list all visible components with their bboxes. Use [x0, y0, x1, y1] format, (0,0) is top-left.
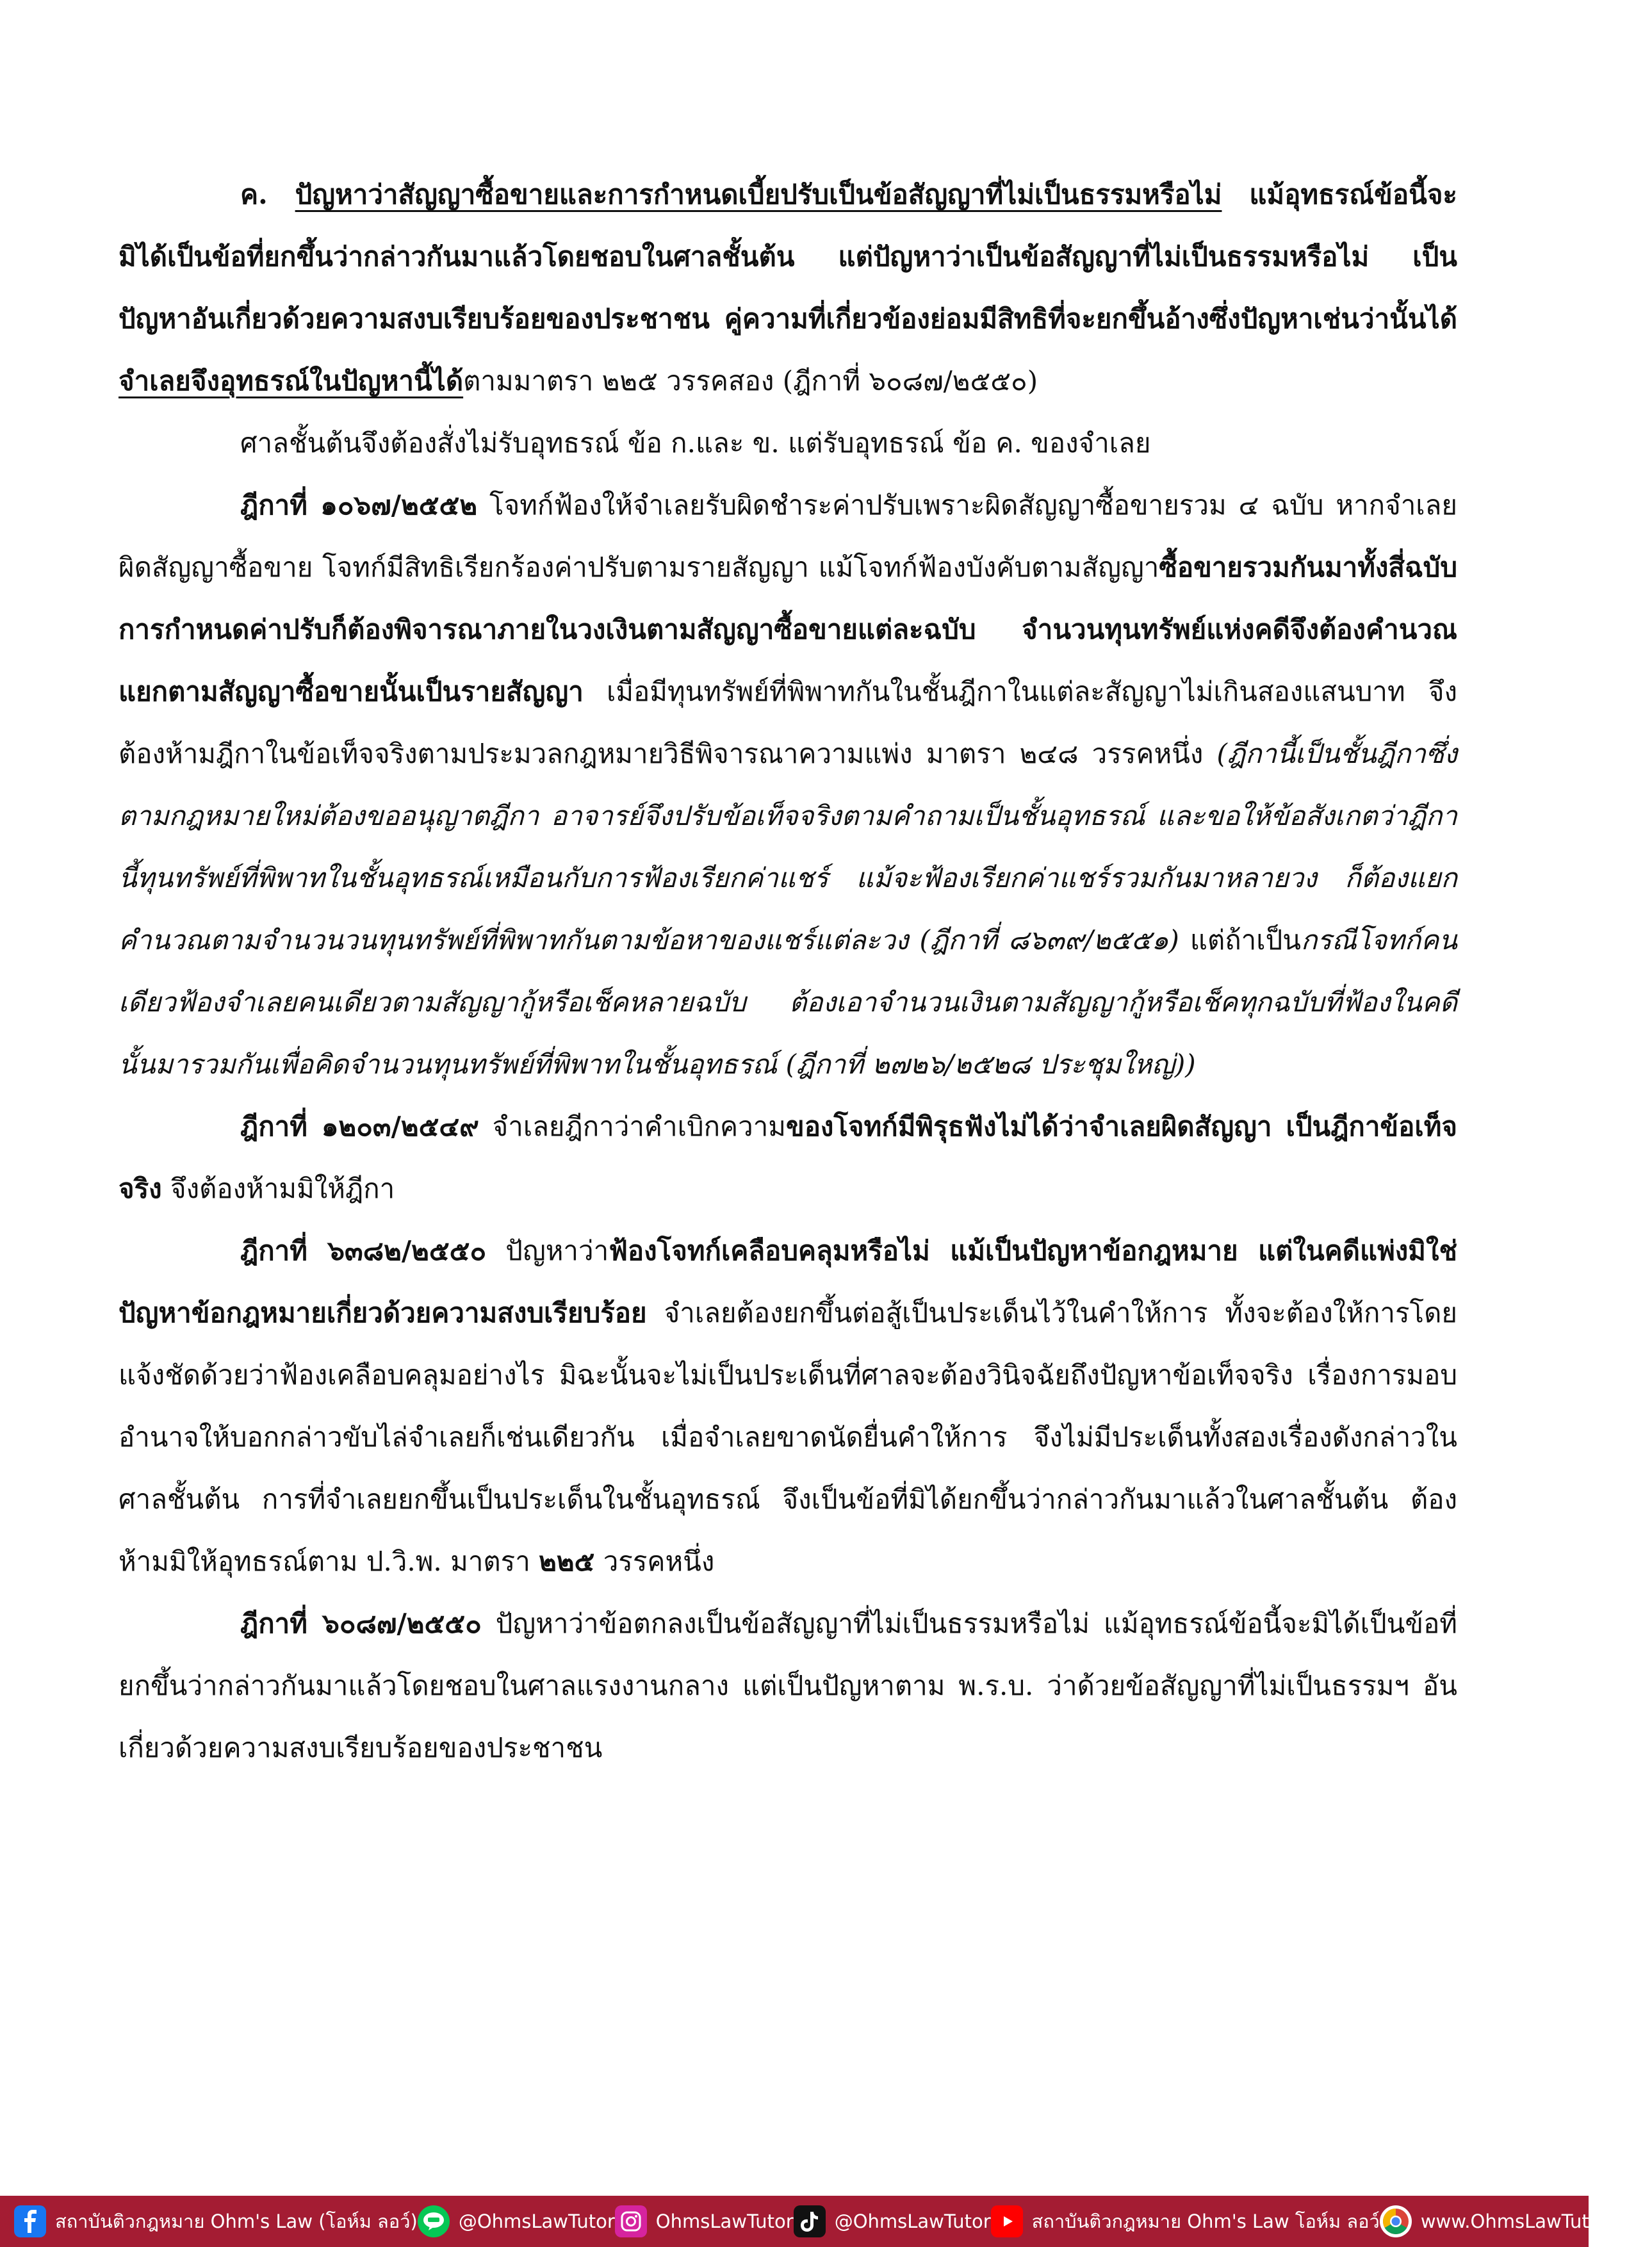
- footer-line-link[interactable]: [418, 2205, 615, 2237]
- footer-website-label: www.OhmsLawTutor.com: [1420, 2210, 1652, 2232]
- plain-text: จำเลยต้องยกขึ้นต่อสู้เป็นประเด็นไว้ในคำให้การ ทั้งจะต้องให้การโดยแจ้งชัดด้วยว่าฟ้องเคลือบคลุมอย่างไร มิฉะนั้นจะไม่เป็นประเด็นที่ศาลจะต้องวินิจฉัยถึงปัญหาข้อเท็จจริง เรื่องการมอบอำนาจให้บอกกล่าวขับไล่จำเลยก็เช่นเดียวกัน เมื่อจำเลยขาดนัดยื่นคำให้การ จึงไม่มีประเด็นทั้งสองเรื่องดังกล่าวในศาลชั้นต้น การที่จำเลยยกขึ้นเป็นประเด็นในชั้นอุทธรณ์ จึงเป็นข้อที่มิได้ยกขึ้นว่ากล่าวกันมาแล้วในศาลชั้นต้น ต้องห้ามมิให้อุทธรณ์ตาม ป.วิ.พ. มาตรา: [119, 1297, 1457, 1577]
- paragraph-5: [119, 1220, 1457, 1592]
- facebook-icon: [14, 2205, 46, 2237]
- plain-text: เมื่อมีทุนทรัพย์ที่พิพาทกันในชั้นฎีกาในแต่ละสัญญาไม่เกินสองแสนบาท จึงต้องห้ามฎีกาในข้อเท็จจริงตามประมวลกฎหมายวิธีพิจารณาความแพ่ง มาตรา ๒๔๘ วรรคหนึ่ง: [119, 676, 1457, 769]
- case-number: ฎีกาที่ ๑๒๐๓/๒๕๔๙: [240, 1111, 479, 1142]
- italic-note: (ฎีกานี้เป็นชั้นฎีกาซึ่งตามกฎหมายใหม่ต้องขออนุญาตฎีกา อาจารย์จึงปรับข้อเท็จจริงตามคำถามเป็นชั้นอุทธรณ์ และขอให้ข้อสังเกตว่าฎีกานี้ทุนทรัพย์ที่พิพาทในชั้นอุทธรณ์เหมือนกับการฟ้องเรียกค่าแชร์ แม้จะฟ้องเรียกค่าแชร์รวมกันมาหลายวง ก็ต้องแยกคำนวณตามจำนวนวนทุนทรัพย์ที่พิพาทกันตามข้อหาของแชร์แต่ละวง (ฎีกาที่ ๘๖๓๙/๒๕๕๑): [119, 738, 1457, 956]
- bold-text: ฟ้องโจทก์เคลือบคลุมหรือไม่ แม้เป็นปัญหาข้อกฎหมาย แต่ในคดีแพ่งมิใช่ปัญหาข้อกฎหมายเกี่ยวด้วยความสงบเรียบร้อย: [119, 1235, 1458, 1328]
- plain-text: วรรคหนึ่ง: [594, 1546, 715, 1577]
- bold-text: ของโจทก์มีพิรุธฟังไม่ได้ว่าจำเลยผิดสัญญา เป็นฎีกาข้อเท็จจริง: [119, 1111, 1457, 1204]
- bold-text: แม้อุทธรณ์ข้อนี้จะมิได้เป็นข้อที่ยกขึ้นว่ากล่าวกันมาแล้วโดยชอบในศาลชั้นต้น แต่ปัญหาว่าเป็นข้อสัญญาที่ไม่เป็นธรรมหรือไม่ เป็นปัญหาอันเกี่ยวด้วยความสงบเรียบร้อยของประชาชน คู่ความที่เกี่ยวข้องย่อมมีสิทธิที่จะยกขึ้นอ้างซึ่งปัญหาเช่นว่านั้นได้: [119, 179, 1457, 334]
- plain-text: ศาลชั้นต้นจึงต้องสั่งไม่รับอุทธรณ์ ข้อ ก.และ ข. แต่รับอุทธรณ์ ข้อ ค. ของจำเลย: [240, 427, 1151, 459]
- paragraph-4: [119, 1095, 1457, 1220]
- bold-text: ๒๒๕: [539, 1546, 595, 1577]
- underlined-heading: ปัญหาว่าสัญญาซื้อขายและการกำหนดเบี้ยปรับเป็นข้อสัญญาที่ไม่เป็นธรรมหรือไม่: [295, 179, 1222, 210]
- youtube-icon: [991, 2205, 1023, 2237]
- italic-note: กรณีโจทก์คนเดียวฟ้องจำเลยคนเดียวตามสัญญากู้หรือเช็คหลายฉบับ ต้องเอาจำนวนเงินตามสัญญากู้หรือเช็คทุกฉบับที่ฟ้องในคดีนั้นมารวมกันเพื่อคิดจำนวนทุนทรัพย์ที่พิพาทในชั้นอุทธรณ์ (ฎีกาที่ ๒๗๒๖/๒๕๒๘ ประชุมใหญ่)): [119, 924, 1458, 1080]
- plain-text: ปัญหาว่า: [486, 1235, 609, 1266]
- footer-facebook-label: สถาบันติวกฎหมาย Ohm's Law (โอห์ม ลอว์): [55, 2210, 418, 2232]
- chrome-icon: [1380, 2205, 1412, 2237]
- paragraph-3: [119, 474, 1457, 1095]
- footer-bar: [0, 2196, 1652, 2247]
- line-icon: [418, 2205, 450, 2237]
- footer-instagram-label: OhmsLawTutor: [655, 2210, 794, 2232]
- footer-instagram-link[interactable]: [615, 2205, 794, 2237]
- case-number: ฎีกาที่ ๑๐๖๗/๒๕๕๒: [240, 489, 478, 521]
- paragraph-2: [119, 412, 1457, 474]
- plain-text: ปัญหาว่าข้อตกลงเป็นข้อสัญญาที่ไม่เป็นธรรมหรือไม่ แม้อุทธรณ์ข้อนี้จะมิได้เป็นข้อที่ยกขึ้นว่ากล่าวกันมาแล้วโดยชอบในศาลแรงงานกลาง แต่เป็นปัญหาตาม พ.ร.บ. ว่าด้วยข้อสัญญาที่ไม่เป็นธรรมฯ อันเกี่ยวด้วยความสงบเรียบร้อยของประชาชน: [119, 1608, 1457, 1763]
- case-number: ฎีกาที่ ๖๓๘๒/๒๕๕๐: [240, 1235, 487, 1266]
- plain-text: แต่ถ้าเป็น: [1179, 924, 1301, 956]
- footer-youtube-link[interactable]: [991, 2205, 1380, 2237]
- plain-text: จำเลยฎีกาว่าคำเบิกความ: [478, 1111, 786, 1142]
- underlined-conclusion: จำเลยจึงอุทธรณ์ในปัญหานี้ได้: [119, 365, 464, 396]
- footer-tiktok-label: @OhmsLawTutor: [834, 2210, 991, 2232]
- paragraph-6: [119, 1592, 1457, 1779]
- item-label: ค.: [240, 179, 295, 210]
- footer-tiktok-link[interactable]: [794, 2205, 991, 2237]
- footer-website-link[interactable]: [1380, 2205, 1652, 2237]
- footer-youtube-label: สถาบันติวกฎหมาย Ohm's Law โอห์ม ลอว์: [1031, 2210, 1380, 2232]
- footer-facebook-link[interactable]: [14, 2205, 418, 2237]
- instagram-icon: [615, 2205, 647, 2237]
- plain-text: จึงต้องห้ามมิให้ฎีกา: [161, 1173, 395, 1204]
- plain-text: โจทก์ฟ้องให้จำเลยรับผิดชำระค่าปรับเพราะผิดสัญญาซื้อขายรวม ๔ ฉบับ หากจำเลยผิดสัญญาซื้อขาย โจทก์มีสิทธิเรียกร้องค่าปรับตามรายสัญญา แม้โจทก์ฟ้องบังคับตามสัญญา: [119, 489, 1457, 583]
- case-number: ฎีกาที่ ๖๐๘๗/๒๕๕๐: [240, 1608, 482, 1639]
- document-body: [119, 163, 1457, 1779]
- bold-text: ซื้อขายรวมกันมาทั้งสี่ฉบับ การกำหนดค่าปรับก็ต้องพิจารณาภายในวงเงินตามสัญญาซื้อขายแต่ละฉบับ จำนวนทุนทรัพย์แห่งคดีจึงต้องคำนวณแยกตามสัญญาซื้อขายนั้นเป็นรายสัญญา: [119, 552, 1457, 707]
- plain-text: ตามมาตรา ๒๒๕ วรรคสอง (ฎีกาที่ ๖๐๘๗/๒๕๕๐): [463, 365, 1038, 396]
- tiktok-icon: [794, 2205, 826, 2237]
- footer-line-label: @OhmsLawTutor: [458, 2210, 615, 2232]
- paragraph-1: [119, 163, 1457, 412]
